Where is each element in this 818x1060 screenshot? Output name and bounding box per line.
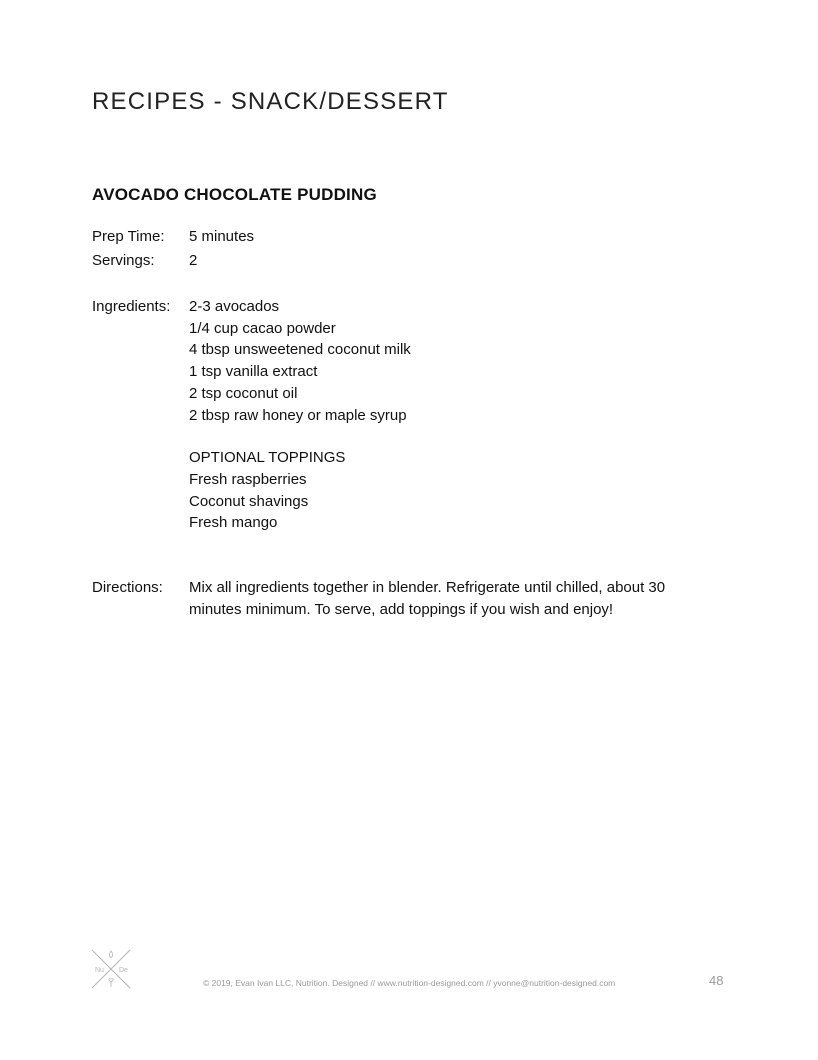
- ingredients-label: Ingredients:: [92, 298, 171, 315]
- logo-right-text: De: [119, 967, 128, 974]
- topping-item: Fresh mango: [189, 514, 278, 532]
- servings-value: 2: [189, 252, 198, 269]
- ingredients-list: [189, 296, 411, 426]
- ingredient-item: 4 tbsp unsweetened coconut milk: [189, 341, 411, 359]
- topping-item: Coconut shavings: [189, 492, 309, 510]
- ingredient-item: 1/4 cup cacao powder: [189, 319, 336, 337]
- recipe-title: AVOCADO CHOCOLATE PUDDING: [92, 185, 377, 204]
- toppings-heading: OPTIONAL TOPPINGS: [189, 449, 346, 467]
- page-number: 48: [709, 973, 724, 988]
- topping-item: Fresh raspberries: [189, 470, 307, 488]
- sprout-icon: [109, 979, 114, 987]
- page-title: RECIPES - SNACK/DESSERT: [92, 88, 449, 115]
- ingredient-item: 2-3 avocados: [189, 298, 280, 315]
- ingredient-item: 1 tsp vanilla extract: [189, 363, 318, 381]
- droplet-icon: [109, 951, 112, 958]
- servings-label: Servings:: [92, 252, 155, 269]
- logo-left-text: Nu: [95, 967, 104, 974]
- footer-copyright: © 2019, Evan Ivan LLC, Nutrition. Designed // www.nutrition-designed.com // yvonne@nutrition-designed.com: [203, 978, 616, 988]
- directions-text: Mix all ingredients together in blender. Refrigerate until chilled, about 30 minutes minimum. To serve, add toppings if you wish and enjoy!: [189, 579, 666, 618]
- ingredient-item: 2 tsp coconut oil: [189, 384, 298, 402]
- nude-logo: [90, 948, 132, 990]
- toppings-list: [189, 447, 411, 534]
- directions-label: Directions:: [92, 579, 163, 596]
- ingredient-item: 2 tbsp raw honey or maple syrup: [189, 406, 407, 424]
- prep-time-label: Prep Time:: [92, 228, 165, 245]
- prep-time-value: 5 minutes: [189, 228, 255, 245]
- ingredients-block: [189, 296, 411, 534]
